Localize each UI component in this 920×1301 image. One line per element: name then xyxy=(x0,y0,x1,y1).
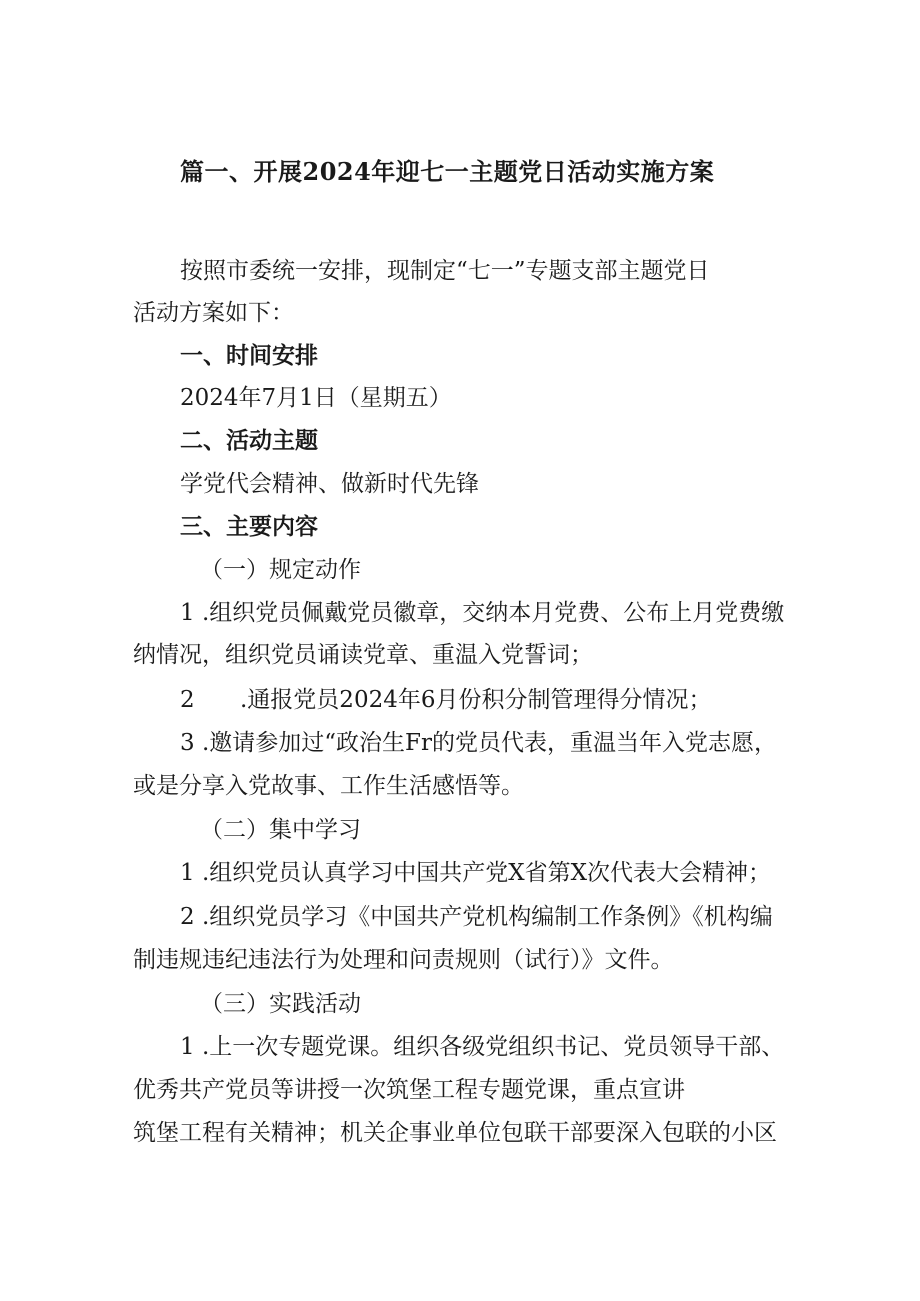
sub1-item3-line1: 3 .邀请参加过“政治生Fr的党员代表，重温当年入党志愿， xyxy=(180,730,777,756)
sub1-item2-number: 2 xyxy=(180,687,195,713)
sub2-item2-line2: 制违规违纪违法行为处理和问责规则（试行）》文件。 xyxy=(133,947,674,973)
theme-content: 学党代会精神、做新时代先锋 xyxy=(180,471,479,497)
intro-line-2: 活动方案如下： xyxy=(133,300,294,326)
sub3-item1-line1: 1 .上一次专题党课。组织各级党组织书记、党员领导干部、 xyxy=(180,1034,785,1060)
sub1-item1-line1: 1 .组织党员佩戴党员徽章，交纳本月党费、公布上月党费缴 xyxy=(180,600,785,626)
section-heading-theme: 二、活动主题 xyxy=(180,427,318,454)
subsection-heading-3: （三）实践活动 xyxy=(200,991,361,1017)
time-content: 2024年7月1日（星期五） xyxy=(180,385,452,411)
intro-line-1: 按照市委统一安排，现制定“七一”专题支部主题党日 xyxy=(180,258,710,284)
sub3-item1-line2: 优秀共产党员等讲授一次筑堡工程专题党课，重点宣讲 xyxy=(133,1077,685,1103)
document-title: 篇一、开展2024年迎七一主题党日活动实施方案 xyxy=(180,157,715,186)
sub3-item1-line3: 筑堡工程有关精神；机关企事业单位包联干部要深入包联的小区 xyxy=(133,1120,777,1146)
section-heading-time: 一、时间安排 xyxy=(180,342,318,369)
sub2-item2-line1: 2 .组织党员学习《中国共产党机构编制工作条例》《机构编 xyxy=(180,904,773,930)
section-heading-content: 三、主要内容 xyxy=(180,513,318,540)
subsection-heading-2: （二）集中学习 xyxy=(200,817,361,843)
sub2-item1: 1 .组织党员认真学习中国共产党X省第X次代表大会精神； xyxy=(180,860,772,886)
sub1-item1-line2: 纳情况，组织党员诵读党章、重温入党誓词； xyxy=(133,642,593,668)
sub1-item2-text: .通报党员2024年6月份积分制管理得分情况； xyxy=(240,687,712,713)
sub1-item3-line2: 或是分享入党故事、工作生活感悟等。 xyxy=(133,773,524,799)
subsection-heading-1: （一）规定动作 xyxy=(200,557,361,583)
